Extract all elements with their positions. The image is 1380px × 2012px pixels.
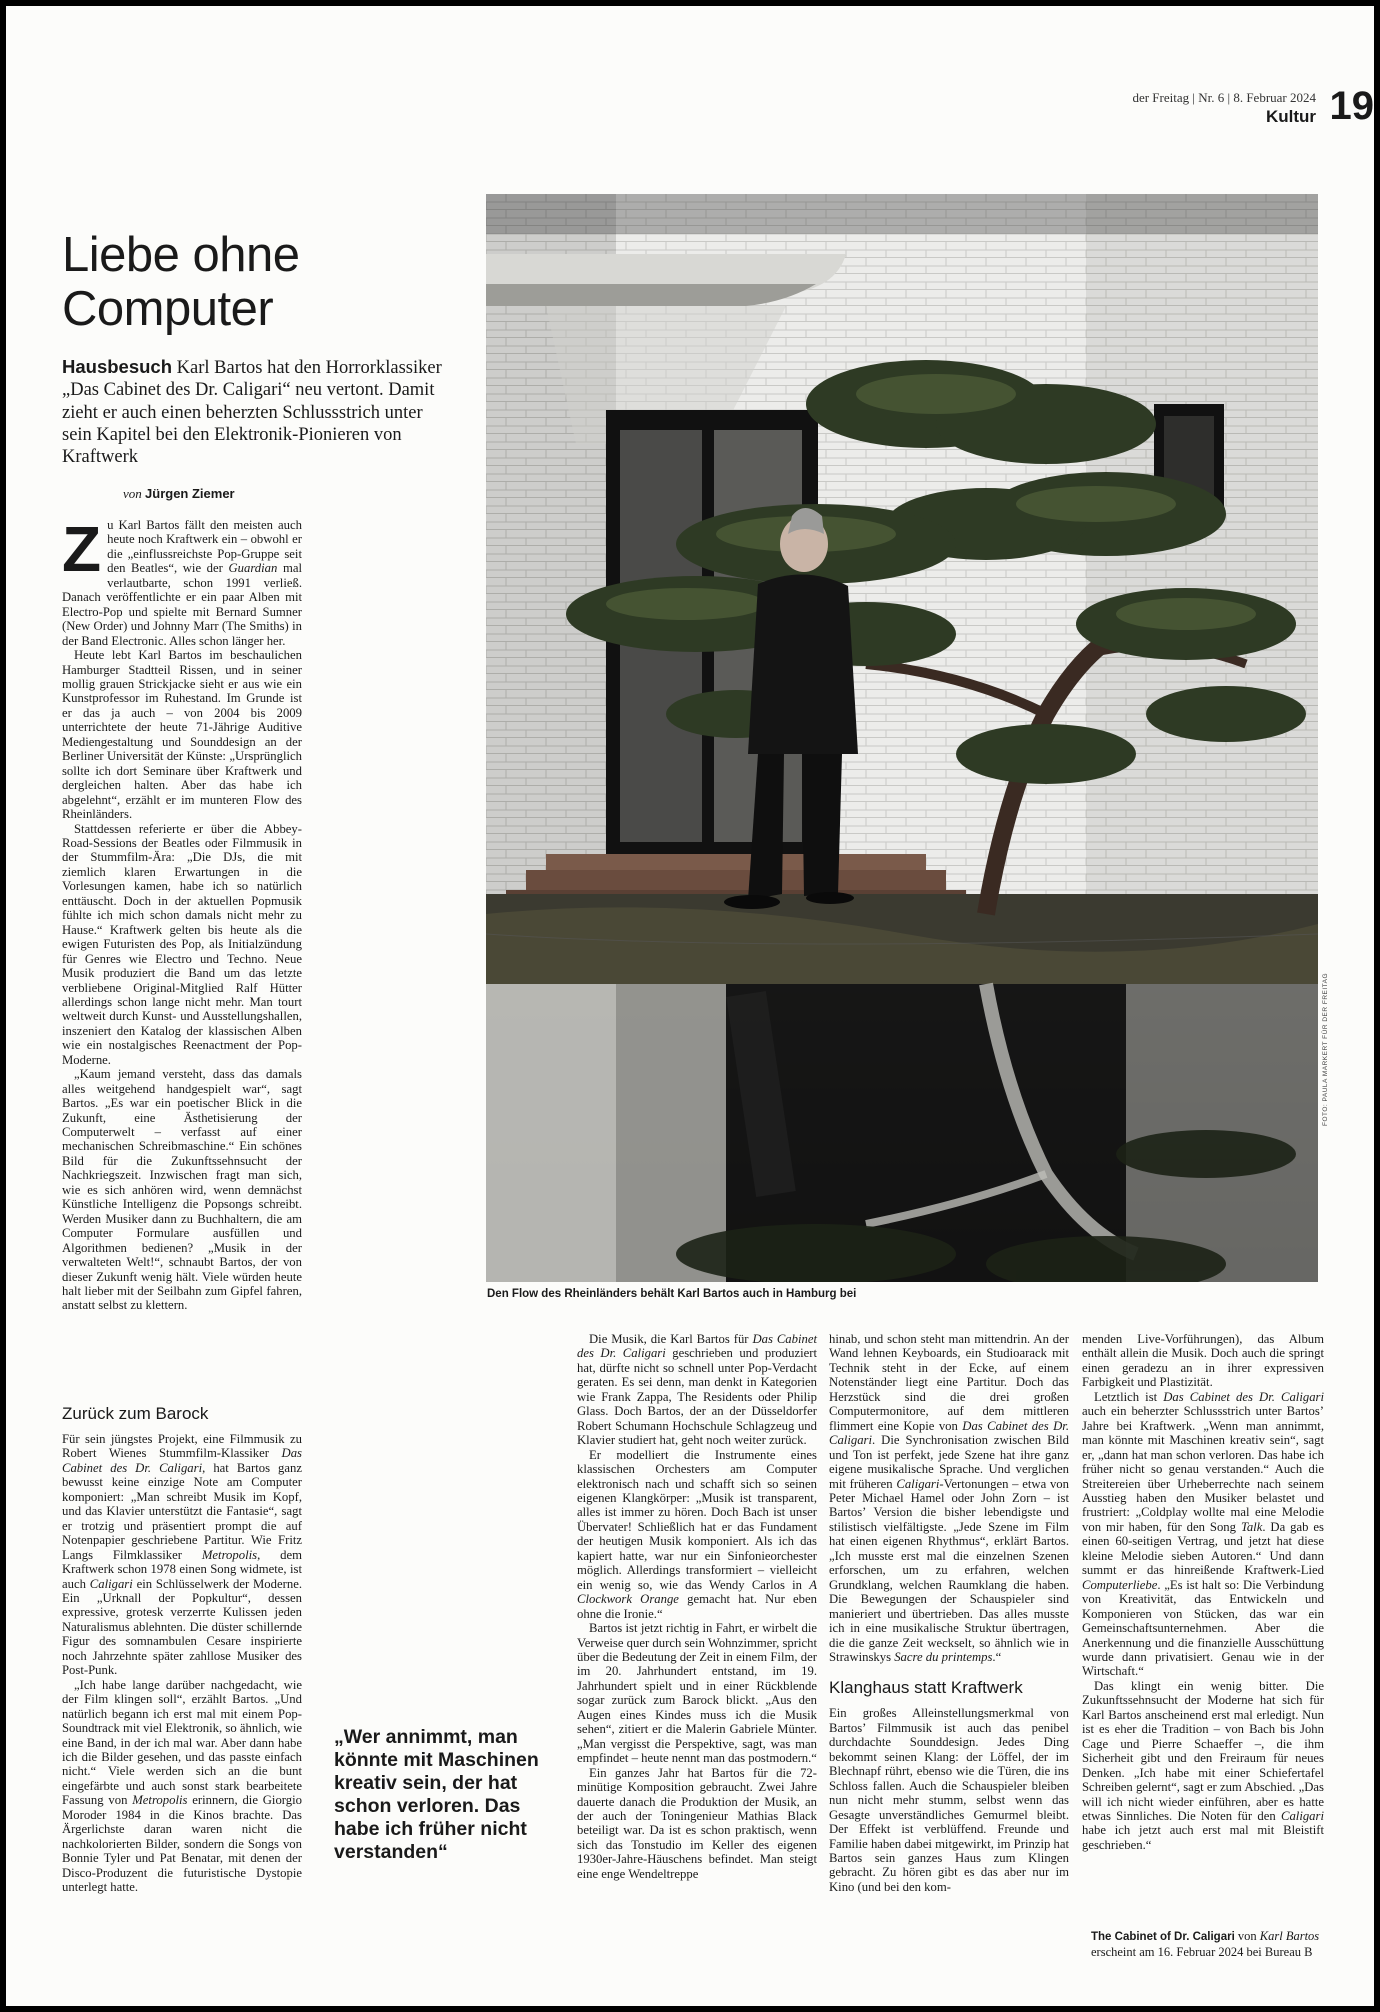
dek-kicker: Hausbesuch [62, 356, 173, 377]
body-column-1 [62, 513, 302, 1313]
byline [123, 486, 235, 502]
album-info-text: von [1234, 1929, 1260, 1943]
paragraph: Die Musik, die Karl Bartos für Das Cabinet des Dr. Caligari geschrieben und produziert hat, dürfte nicht so schnell unter Pop-Verdacht geraten. Es sei denn, man denkt in Kategorien wie Frank Zappa, The Residents oder Philip Glass. Doch Bartos, der an der Düsseldorfer Robert Schumann Hochschule Schlagzeug und Klavier studiert hat, geht noch weiter zurück. [577, 1332, 817, 1448]
paragraph: Er modelliert die Instrumente eines klassischen Orchesters am Computer elektronisch nach und schafft sich so seinen eigenen Klangkörper: „Musik ist transparent, alles ist immer zu hören. Doch Bach ist unser Übervater! Schließlich hat er das Fundament der heutigen Musik komponiert. Als ich das kapiert hatte, war nur ein Sinfonieorchester möglich. Allerdings transformiert – vielleicht ein wenig so, wie das Wendy Carlos in A Clockwork Orange gemacht hat. Nur eben ohne die Ironie.“ [577, 1447, 817, 1621]
subhead: Zurück zum Barock [62, 1404, 209, 1423]
album-title: The Cabinet of Dr. Caligari [1091, 1931, 1235, 1943]
paragraph: Das klingt ein wenig bitter. Die Zukunftssehnsucht der Moderne hat sich für Karl Bartos anscheinend erst mal erledigt. Nun ist es eher die Tradition – von Bach bis John Cage und Pierre Schaeffer –, die ihm Sicherheit gibt und den Freiraum für neues Denken. „Ich habe mit einer Schiefertafel Schreiben gelernt“, sagt er zum Abschied. „Das will ich nicht wieder einführen, aber es hatte etwas Sinnliches. Die Noten für den Caligari habe ich jetzt auch erst mal mit Bleistift geschrieben.“ [1082, 1678, 1324, 1852]
body-column-3 [577, 1332, 817, 1881]
drop-cap: Z [62, 513, 102, 585]
section-name: Kultur [1265, 107, 1316, 126]
portrait-photo [486, 194, 1318, 1282]
paragraph: Ein ganzes Jahr hat Bartos für die 72-minütige Komposition gebraucht. Zwei Jahre dauerte danach die Produktion der Musik, an der auch der Toningenieur Mathias Black beteiligt war. Da ist es schon praktisch, wenn sich das Tonstudio im Keller des eigenen 1930er-Jahre-Häuschens befindet. Man steigt eine enge Wendeltreppe [577, 1765, 817, 1881]
pull-quote: „Wer annimmt, man könnte mit Maschinen kreativ sein, der hat schon verloren. Das habe ich früher nicht verstanden“ [334, 1726, 539, 1863]
body-column-1-lower [62, 1390, 302, 1895]
body-column-4 [829, 1332, 1069, 1894]
subhead: Klanghaus statt Kraftwerk [829, 1678, 1023, 1698]
paragraph: Stattdessen referierte er über die Abbey-Road-Sessions der Beatles oder Filmmusik in der Stummfilm-Ära: „Die DJs, die mit ziemlich klaren Erwartungen in die Vorlesungen kamen, habe ich so natürlich enttäuscht. Doch in der aktuellen Popmusik fühlte ich mich schon damals nicht mehr zu Hause.“ Kraftwerk gelten bis heute als die ewigen Futuristen des Pop, als Initialzündung für Genres wie Electro und Techno. Neue Musik produziert die Band um das letzte verbliebene Original-Mitglied Ralf Hütter allerdings schon lange nicht mehr. Man tourt weltweit durch Kunst- und Ausstellungshallen, inszeniert den Katalog der klassischen Alben wie ein nostalgisches Reenactment der Pop-Moderne. [62, 821, 302, 1067]
byline-prefix: von [123, 486, 146, 501]
paragraph: menden Live-Vorführungen), das Album enthält allein die Musik. Doch auch die springt einen geradezu an in ihrer expressiven Farbigkeit und Plastizität. [1082, 1332, 1324, 1390]
album-release-info: erscheint am 16. Februar 2024 bei Bureau B [1091, 1945, 1313, 1959]
album-artist: Karl Bartos [1259, 1929, 1320, 1943]
dek-text: Karl Bartos hat den Horrorklassiker „Das Cabinet des Dr. Caligari“ neu vertont. Damit zieht er auch einen beherzten Schlussstrich unter sein Kapitel bei den Elektronik-Pionieren von Kraftwerk [62, 358, 442, 468]
photo-caption: Den Flow des Rheinländers behält Karl Bartos auch in Hamburg bei [487, 1288, 857, 1300]
paragraph: Ein großes Alleinstellungsmerkmal von Bartos’ Filmmusik ist auch das penibel durchdachte Sounddesign. Jedes Ding bekommt seinen Klang: der Löffel, der im Blechnapf rührt, ebenso wie die Türen, die ins Schloss fallen. Auch die Schauspieler bleiben nun nicht mehr stumm, selbst wenn das Gesagte unverständliches Gemurmel bleibt. Der Effekt ist verblüffend. Freunde und Familie haben dabei mitgewirkt, im Prinzip hat Bartos sein ganzes Haus zum Klingen gebracht. Zu hören gibt es das aber nur im Kino (und bei den kom- [829, 1706, 1069, 1894]
paragraph: hinab, und schon steht man mittendrin. An der Wand lehnen Keyboards, ein Studioarack mit Technik steht in der Ecke, auf einem Notenständer liegt eine Partitur. Doch das Herzstück sind die drei großen Computermonitore, auf dem mittleren flimmert eine Kopie von Das Cabinet des Dr. Caligari. Die Synchronisation zwischen Bild und Ton ist perfekt, jede Szene hat ihre ganz eigene musikalische Sprache. Und verglichen mit früheren Caligari-Vertonungen – etwa von Peter Michael Hamel oder John Zorn – ist Bartos’ Version die bisher lebendigste und stilistisch vielfältigste. „Jede Szene im Film hat einen eigenen Rhythmus“, erklärt Bartos. „Ich musste erst mal die einzelnen Szenen erforschen, um zu erfahren, welchen Grundklang, welchen Raumklang die haben. Die Bewegungen der Schauspieler sind manieriert und übertrieben. Das alles musste ich in eine musikalische Struktur übertragen, die die ganze Zeit weckselt, so ähnlich wie in Strawinskys Sacre du printemps.“ [829, 1332, 1069, 1664]
dek [62, 356, 442, 468]
paragraph: „Kaum jemand versteht, dass das damals alles weitgehend handgespielt war“, sagt Bartos. „Es war ein poetischer Blick in die Zukunft, eine Ästhetisierung der Computerwelt – verfasst auf einer mechanischen Schreibmaschine.“ Ein schönes Bild für die Zukunftssehnsucht der Nachkriegszeit. Inzwischen fragt man sich, wie es sich anhören wird, wenn demnächst Künstliche Intelligenz die Popsongs schreibt. Werden Musiker dann zu Buchhaltern, die am Computer Formulare ausfüllen und Algorithmen bedienen? „Musik in der verwalteten Welt!“, schnaubt Bartos, der von dieser Zukunft wenig hält. Viele würden heute halt lieber mit der Seilbahn zum Gipfel fahren, anstatt selbst zu klettern. [62, 1067, 302, 1313]
paragraph: Bartos ist jetzt richtig in Fahrt, er wirbelt die Verweise quer durch sein Wohnzimmer, spricht über die Bedeutung der Zeit in einem Film, der im 20. Jahrhundert entstand, im 19. Jahrhundert spielt und in einer Rückblende sogar zurück zum Barock blickt. „Aus den Augen eines Kindes muss ich die Musik sehen“, zitiert er die Malerin Gabriele Münter. „Man vergisst die Perspektive, sagt, was man empfindet – heute nennt man das postmodern.“ [577, 1621, 817, 1766]
publication-line: der Freitag | Nr. 6 | 8. Februar 2024 [1132, 90, 1316, 105]
newspaper-page [6, 6, 1374, 2006]
paragraph: Für sein jüngstes Projekt, eine Filmmusik zu Robert Wienes Stummfilm-Klassiker Das Cabinet des Dr. Caligari, hat Bartos ganz bewusst keine einzige Note am Computer komponiert: „Man schreibt Musik im Kopf, und das Klavier unterstützt die Fantasie“, sagt er trotzig und präsentiert prompt die auf Notenpapier geschriebene Partitur. Wie Fritz Langs Filmklassiker Metropolis, dem Kraftwerk schon 1978 einen Song widmete, ist auch Caligari ein Schlüsselwerk der Moderne. Ein „Urknall der Popkultur“, dessen expressive, grotesk verzerrte Kulissen jeden Naturalismus ablehnten. Die düster schillernde Figur des somnambulen Cesare inspirierte noch Jahrzehnte später zahllose Musiker des Post-Punk. [62, 1432, 302, 1678]
paragraph: „Ich habe lange darüber nachgedacht, wie der Film klingen soll“, erzählt Bartos. „Und natürlich begann ich erst mal mit einem Pop-Soundtrack mit viel Elektronik, so ähnlich, wie eine Band, in der ich mal war. Aber dann habe ich die Bilder gesehen, und das passte einfach nicht.“ Viele werden sich an die bunt eingefärbte und auch sonst stark bearbeitete Fassung von Metropolis erinnern, die Giorgio Moroder 1984 in die Kinos brachte. Das Ärgerlichste daran waren nicht die nachkolorierten Bilder, sondern die Songs von Bonnie Tyler und Pat Benatar, mit denen der Disco-Produzent die futuristische Dystopie unterlegt hatte. [62, 1677, 302, 1895]
paragraph: Heute lebt Karl Bartos im beschaulichen Hamburger Stadtteil Rissen, und in seiner mollig grauen Strickjacke sieht er aus wie ein Kunstprofessor im Ruhestand. Im Grunde ist er das ja auch – von 2004 bis 2009 unterrichtete der heute 71-Jährige Auditive Mediengestaltung und Sounddesign an der Berliner Universität der Künste: „Ursprünglich sollte ich dort Seminare über Kraftwerk und dergleichen halten. Aber das habe ich abgelehnt“, erzählt er im munteren Flow des Rheinländers. [62, 648, 302, 822]
paragraph: Zu Karl Bartos fällt den meisten auch heute noch Kraftwerk ein – obwohl er die „einflussreichste Pop-Gruppe seit den Beatles“, wie der Guardian mal verlautbarte, schon 1991 verließ. Danach veröffentlichte er ein paar Alben mit Electro-Pop und spielte mit Bernard Sumner (New Order) und Johnny Marr (The Smiths) in der Band Electronic. Alles schon länger her. [62, 513, 302, 648]
photo-illustration [486, 194, 1318, 1282]
body-column-5 [1082, 1332, 1324, 1852]
headline: Liebe ohne Computer [62, 228, 300, 336]
photo-credit: FOTO: PAULA MARKERT FÜR DER FREITAG [1322, 972, 1329, 1126]
page-number: 19 [1329, 84, 1374, 128]
album-info [1091, 1929, 1331, 1960]
byline-author: Jürgen Ziemer [145, 486, 235, 501]
paragraph: Letztlich ist Das Cabinet des Dr. Caligari auch ein beherzter Schlussstrich unter Bartos’ Jahre bei Kraftwerk. „Wenn man annimmt, man könnte mit Maschinen kreativ sein“, sagt er, „dann hat man schon verloren. Das habe ich früher nicht so genau verstanden.“ Auch die Streitereien über Urheberrechte nach seinem Ausstieg haben den Musiker belastet und frustriert: „Coldplay wollte mal eine Melodie von mir haben, für den Song Talk. Da gab es einen 60-seitigen Vertrag, und jetzt hat diese kleine Melodie sieben Autoren.“ Und dann summt er das hinreißende Kraftwerk-Lied Computerliebe. „Es ist halt so: Die Verbindung von Kreativität, das Entwickeln und Komponieren von Stücken, das war ein Gemeinschaftsunternehmen. Aber die Anerkennung und die finanzielle Ausschüttung wurde dann privatisiert. Genau wie in der Wirtschaft.“ [1082, 1389, 1324, 1679]
